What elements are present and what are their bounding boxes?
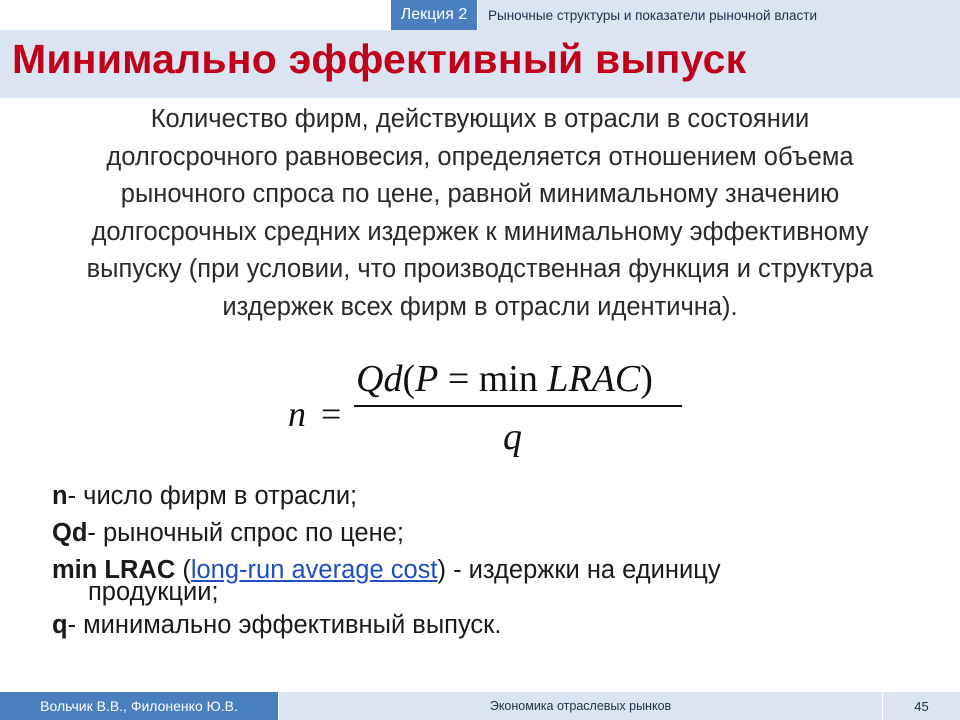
legend-item-n [52, 480, 932, 513]
definition-line: долгосрочного равновесия, определяется отношением объема [106, 142, 854, 171]
page-number: 45 [883, 692, 960, 720]
formula-min: = min [438, 358, 548, 400]
legend-text: - число фирм в отрасли; [67, 482, 358, 510]
lecture-label: Лекция 2 [391, 0, 477, 30]
definition-paragraph [20, 101, 940, 326]
fraction-bar [354, 405, 682, 407]
formula-open-paren: ( [402, 358, 416, 400]
legend-open-paren: ( [175, 556, 191, 584]
legend-text-continuation: продукции; [88, 578, 219, 606]
formula-denominator: q [503, 416, 522, 458]
legend-item-q [52, 609, 932, 642]
lrac-link-cost[interactable]: cost [390, 556, 438, 584]
legend-text: - минимально эффективный выпуск. [67, 611, 502, 639]
legend-term: Qd [52, 519, 88, 547]
formula-lrac: LRAC [547, 358, 641, 400]
definition-line: выпуску (при условии, что производственная функция и структура [86, 255, 874, 283]
formula-lhs: n [288, 394, 306, 434]
formula-qd: Qd [356, 358, 403, 400]
legend-text: - рыночный спрос по цене; [87, 519, 404, 547]
legend-term: n [52, 482, 68, 510]
footer [0, 692, 960, 720]
footer-authors: Вольчик В.В., Филоненко Ю.В. [0, 692, 278, 720]
footer-course: Экономика отраслевых рынков [279, 692, 882, 720]
definition-line: Количество фирм, действующих в отрасли в состоянии [150, 105, 810, 133]
lrac-link[interactable]: long-run average [190, 556, 391, 584]
formula-numerator [356, 357, 653, 401]
variable-legend [52, 480, 932, 646]
legend-item-lrac [52, 554, 932, 605]
formula-close-paren: ) [640, 358, 653, 400]
definition-line: издержек всех фирм в отрасли идентична). [222, 292, 738, 321]
slide-title: Минимально эффективный выпуск [12, 36, 747, 82]
formula-equals: = [321, 394, 342, 434]
definition-line: долгосрочных средних издержек к минимальному эффективному [91, 217, 869, 246]
formula [288, 355, 688, 465]
legend-term: q [52, 611, 68, 639]
legend-item-qd [52, 517, 932, 550]
legend-text: ) - издержки на единицу [437, 556, 721, 584]
definition-line: рыночного спроса по цене, равной минимальному значению [120, 180, 840, 208]
formula-p: P [415, 358, 439, 400]
legend-term: min LRAC [52, 556, 176, 584]
header-strip [0, 0, 960, 30]
lecture-topic: Рыночные структуры и показатели рыночной власти [478, 0, 960, 30]
